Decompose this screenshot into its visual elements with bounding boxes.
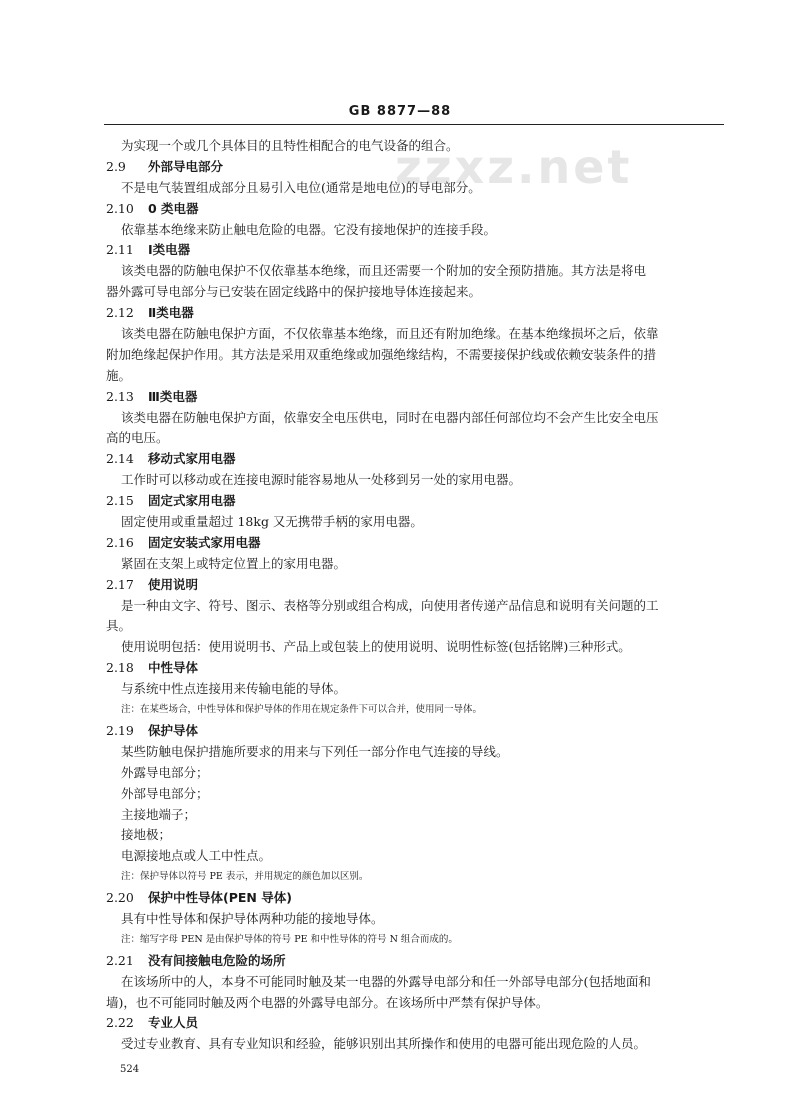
section-heading [0, 199, 800, 220]
section-heading [0, 449, 800, 470]
section-heading [0, 888, 800, 909]
list-item: 外部导电部分； [121, 785, 209, 801]
section-number: 2.13 [106, 388, 134, 404]
section-term: 专业人员 [148, 1015, 199, 1031]
paragraph-line: 是一种由文字、符号、图示、表格等分别或组合构成，向使用者传递产品信息和说明有关问题的工 [121, 597, 659, 613]
list-item: 电源接地点或人工中性点。 [121, 848, 272, 864]
note-line: 注：缩写字母 PEN 是由保护导体的符号 PE 和中性导体的符号 N 组合而成的。 [121, 933, 458, 945]
section-number: 2.12 [106, 305, 134, 321]
paragraph-line: 使用说明包括：使用说明书、产品上或包装上的使用说明、说明性标签(包括铭牌)三种形式。 [121, 639, 631, 655]
section-heading [0, 157, 800, 178]
section-heading [0, 575, 800, 596]
paragraph-line: 某些防触电保护措施所要求的用来与下列任一部分作电气连接的导线。 [121, 743, 509, 759]
document-body [0, 136, 800, 1055]
section-heading [0, 387, 800, 408]
section-term: 外部导电部分 [148, 158, 224, 174]
section-heading [0, 951, 800, 972]
paragraph-line: 该类电器在防触电保护方面，不仅依靠基本绝缘，而且还有附加绝缘。在基本绝缘损坏之后，依靠 [121, 326, 659, 342]
section-heading [0, 658, 800, 679]
section-number: 2.14 [106, 451, 134, 467]
paragraph-line: 具有中性导体和保护导体两种功能的接地导体。 [121, 910, 384, 926]
section-number: 2.15 [106, 493, 134, 509]
section-heading [0, 721, 800, 742]
standard-code: GB 8877—88 [348, 104, 452, 119]
paragraph-line: 为实现一个或几个具体目的且特性相配合的电气设备的组合。 [121, 138, 459, 153]
list-item: 主接地端子； [121, 806, 197, 822]
paragraph-line: 该类电器在防触电保护方面，依靠安全电压供电，同时在电器内部任何部位均不会产生比安全电压 [121, 409, 659, 425]
section-term: 固定式家用电器 [148, 493, 236, 509]
section-heading [0, 303, 800, 324]
section-term: 保护导体 [148, 722, 199, 738]
section-term: 没有间接触电危险的场所 [148, 952, 286, 968]
section-number: 2.17 [106, 576, 134, 592]
section-term: 中性导体 [148, 660, 199, 676]
section-term: 移动式家用电器 [148, 451, 236, 467]
paragraph-continuation: 附加绝缘起保护作用。其方法是采用双重绝缘或加强绝缘结构，不需要接保护线或依赖安装条件的措 [106, 346, 657, 362]
paragraph-continuation: 墙)，也不可能同时触及两个电器的外露导电部分。在该场所中严禁有保护导体。 [106, 994, 549, 1010]
section-number: 2.18 [106, 660, 134, 676]
section-number: 2.10 [106, 200, 134, 216]
list-item: 接地极； [121, 827, 172, 843]
paragraph-line: 该类电器的防触电保护不仅依靠基本绝缘，而且还需要一个附加的安全预防措施。其方法是将电 [121, 263, 647, 279]
paragraph-line: 与系统中性点连接用来传输电能的导体。 [121, 681, 347, 697]
section-heading [0, 240, 800, 261]
paragraph-line: 工作时可以移动或在连接电源时能容易地从一处移到另一处的家用电器。 [121, 472, 522, 488]
section-term: Ⅱ类电器 [148, 305, 194, 321]
note-line: 注：保护导体以符号 PE 表示，并用规定的颜色加以区别。 [121, 871, 369, 883]
section-term: 保护中性导体(PEN 导体) [148, 890, 292, 906]
section-number: 2.22 [106, 1015, 134, 1031]
watermark: zzxz.net [395, 140, 633, 194]
list-item: 外露导电部分； [121, 764, 209, 780]
page-number: 524 [120, 1064, 140, 1075]
note-line: 注：在某些场合，中性导体和保护导体的作用在规定条件下可以合并，使用同一导体。 [121, 704, 483, 716]
paragraph-line: 紧固在支架上或特定位置上的家用电器。 [121, 555, 347, 571]
section-number: 2.16 [106, 534, 134, 550]
section-number: 2.11 [106, 242, 134, 258]
section-number: 2.20 [106, 890, 134, 906]
paragraph-line: 受过专业教育、具有专业知识和经验，能够识别出其所操作和使用的电器可能出现危险的人员。 [121, 1036, 647, 1052]
section-term: Ⅰ类电器 [148, 242, 191, 258]
header-rule [104, 124, 724, 125]
paragraph-continuation: 高的电压。 [106, 430, 169, 446]
paragraph-line: 在该场所中的人，本身不可能同时触及某一电器的外露导电部分和任一外部导电部分(包括地面和 [121, 973, 651, 989]
paragraph-line: 依靠基本绝缘来防止触电危险的电器。它没有接地保护的连接手段。 [121, 221, 497, 237]
paragraph-line: 不是电气装置组成部分且易引入电位(通常是地电位)的导电部分。 [121, 179, 481, 195]
paragraph-continuation: 施。 [106, 367, 132, 383]
section-number: 2.19 [106, 722, 134, 738]
section-term: Ⅲ类电器 [148, 388, 198, 404]
paragraph-line: 固定使用或重量超过 18kg 又无携带手柄的家用电器。 [121, 514, 423, 530]
section-number: 2.21 [106, 952, 134, 968]
section-heading [0, 491, 800, 512]
section-term: 固定安装式家用电器 [148, 534, 261, 550]
section-number: 2.9 [106, 158, 126, 174]
section-term: 0 类电器 [148, 200, 199, 216]
section-term: 使用说明 [148, 576, 199, 592]
section-heading [0, 1013, 800, 1034]
section-heading [0, 533, 800, 554]
paragraph-continuation: 器外露可导电部分与已安装在固定线路中的保护接地导体连接起来。 [106, 284, 482, 300]
paragraph-continuation: 具。 [106, 618, 132, 634]
